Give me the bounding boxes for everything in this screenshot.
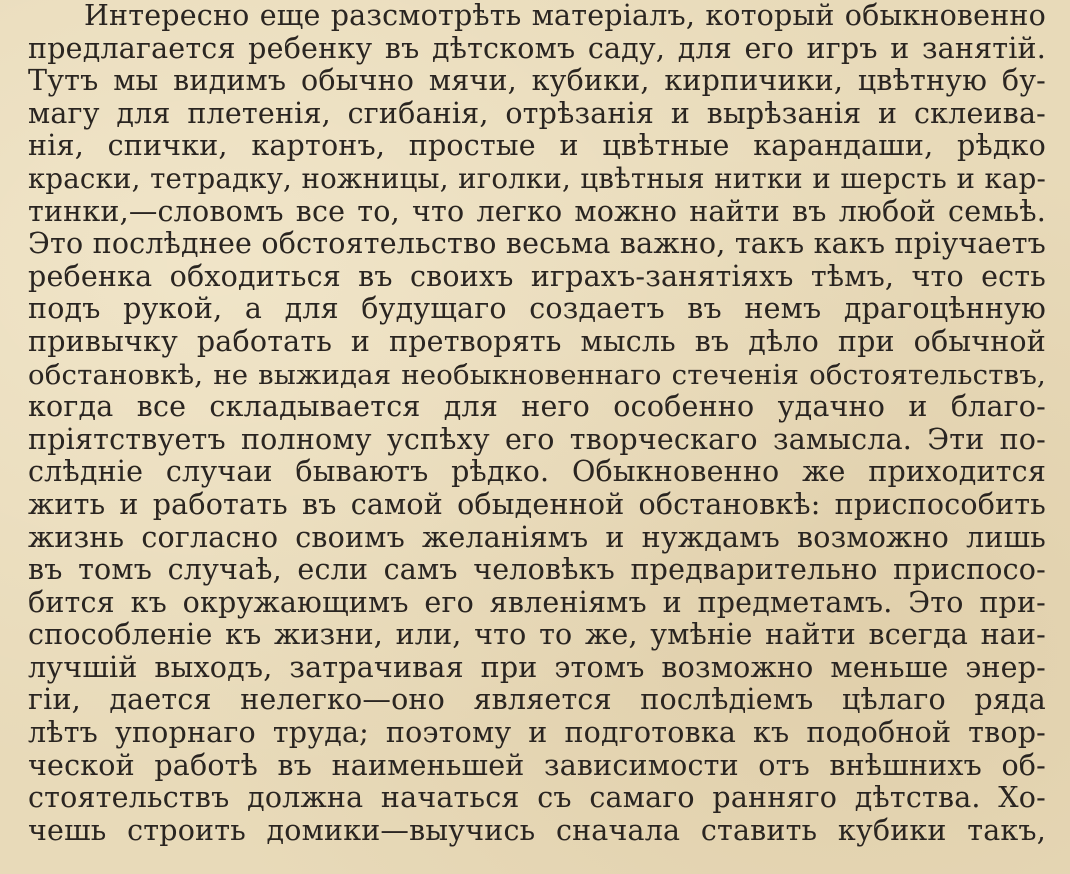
text-line: магу для плетенія, сгибанія, отрѣзанія и вырѣзанія и склеива- <box>28 96 1046 130</box>
paragraph <box>28 0 1046 847</box>
text-line: стоятельствъ должна начаться съ самаго ранняго дѣтства. Хо- <box>28 781 1046 815</box>
text-line: въ томъ случаѣ, если самъ человѣкъ предварительно приспосо- <box>28 553 1046 587</box>
text-line: способленіе къ жизни, или, что то же, умѣніе найти всегда наи- <box>28 618 1046 652</box>
text-line: гіи, дается нелегко—оно является послѣдіемъ цѣлаго ряда <box>28 683 1046 717</box>
text-line: Тутъ мы видимъ обычно мячи, кубики, кирпичики, цвѣтную бу- <box>28 64 1046 98</box>
text-line: Интересно еще разсмотрѣть матеріалъ, который обыкновенно <box>84 0 1046 32</box>
text-line: жить и работать въ самой обыденной обстановкѣ: приспособить <box>28 487 1046 521</box>
text-line: ребенка обходиться въ своихъ играхъ-занятіяхъ тѣмъ, что есть <box>28 259 1046 293</box>
text-line: чешь строить домики—выучись сначала ставить кубики такъ, <box>28 813 1046 847</box>
text-line: когда все складывается для него особенно удачно и благо- <box>28 390 1046 424</box>
text-line: обстановкѣ, не выжидая необыкновеннаго стеченія обстоятельствъ, <box>28 358 1046 391</box>
text-line: краски, тетрадку, ножницы, иголки, цвѣтныя нитки и шерсть и кар- <box>28 161 1046 195</box>
text-line: ческой работѣ въ наименьшей зависимости отъ внѣшнихъ об- <box>28 748 1046 782</box>
text-line: слѣдніе случаи бываютъ рѣдко. Обыкновенно же приходится <box>28 455 1046 489</box>
text-line: Это послѣднее обстоятельство весьма важно, такъ какъ пріучаетъ <box>28 227 1046 261</box>
text-line: лучшій выходъ, затрачивая при этомъ возможно меньше энер- <box>28 650 1046 684</box>
text-line: пріятствуетъ полному успѣху его творческаго замысла. Эти по- <box>28 422 1046 456</box>
text-line: жизнь согласно своимъ желаніямъ и нуждамъ возможно лишь <box>28 520 1046 554</box>
text-line: тинки,—словомъ все то, что легко можно найти въ любой семьѣ. <box>28 194 1046 228</box>
text-line: подъ рукой, а для будущаго создаетъ въ немъ драгоцѣнную <box>28 292 1046 326</box>
text-line: лѣтъ упорнаго труда; поэтому и подготовка къ подобной твор- <box>28 716 1046 750</box>
text-line: нія, спички, картонъ, простые и цвѣтные карандаши, рѣдко <box>28 129 1046 163</box>
text-line: предлагается ребенку въ дѣтскомъ саду, для его игръ и занятій. <box>28 31 1046 65</box>
text-line: привычку работать и претворять мысль въ дѣло при обычной <box>28 324 1046 358</box>
text-line: бится къ окружающимъ его явленіямъ и предметамъ. Это при- <box>28 585 1046 619</box>
